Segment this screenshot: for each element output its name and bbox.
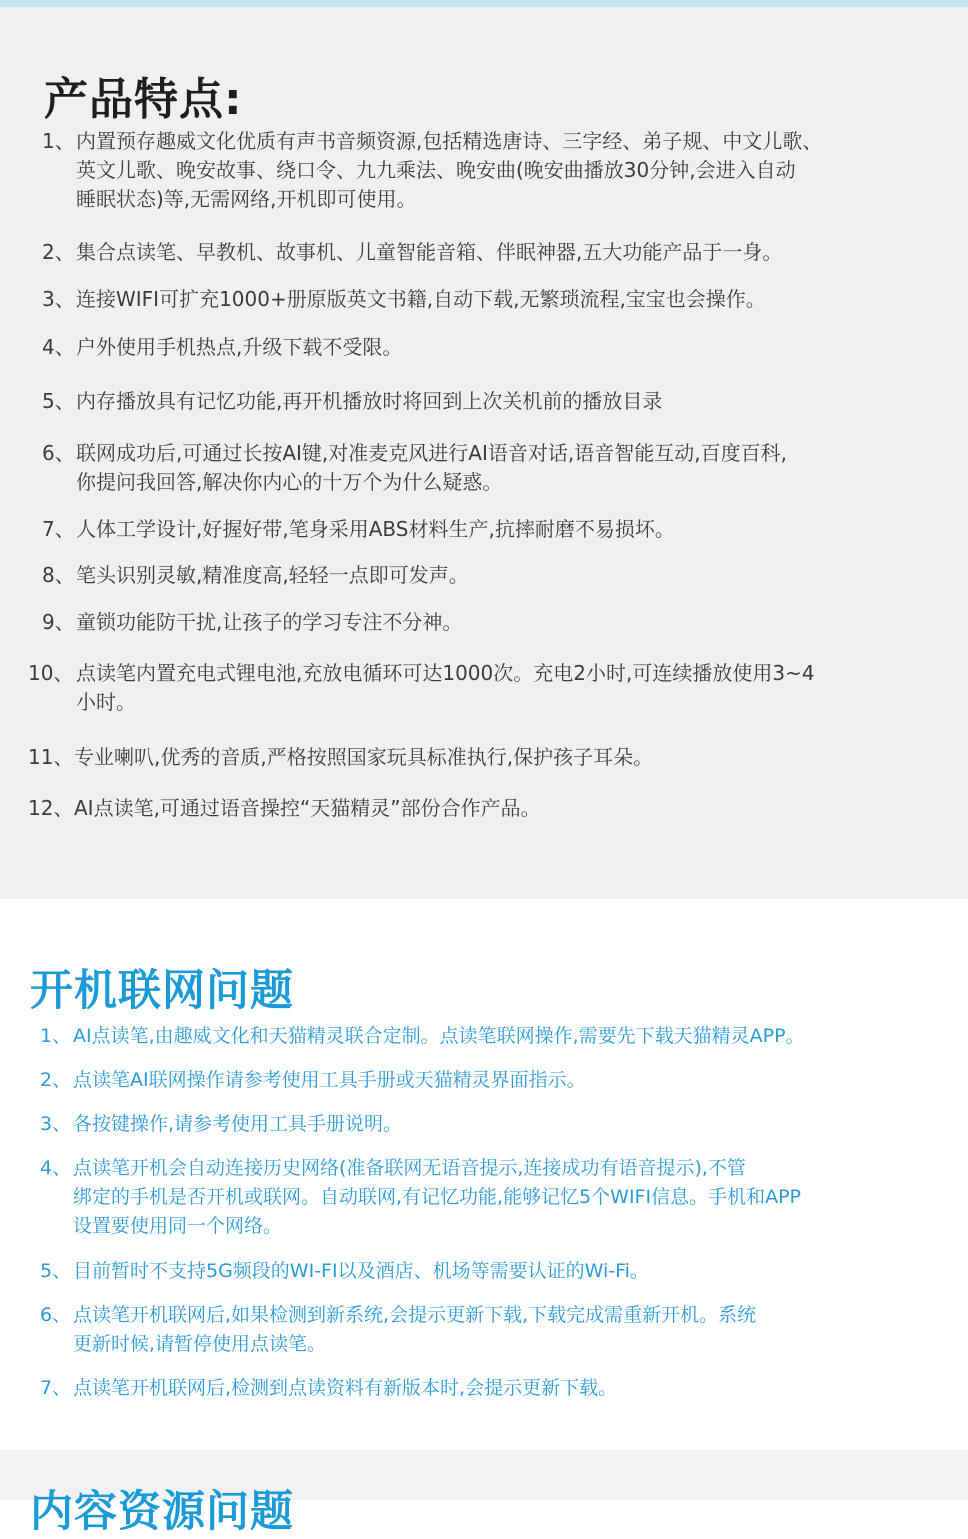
- feature-num: 9、: [42, 610, 75, 634]
- feature-num: 4、: [42, 335, 75, 359]
- feature-num: 11、: [28, 745, 74, 769]
- network-num: 7、: [40, 1377, 72, 1399]
- feature-num: 5、: [42, 389, 75, 413]
- content-resource-title: 内容资源问题: [30, 1487, 294, 1537]
- content-resource-section: [0, 1450, 968, 1537]
- network-text: 目前暂时不支持5G频段的WI-FI以及酒店、机场等需要认证的Wi-Fi。: [73, 1260, 649, 1282]
- network-text: 点读笔开机联网后,检测到点读资料有新版本时,会提示更新下载。: [73, 1377, 618, 1399]
- network-text: 各按键操作,请参考使用工具手册说明。: [73, 1113, 403, 1135]
- network-text: 点读笔开机联网后,如果检测到新系统,会提示更新下载,下载完成需重新开机。系统 更新时候,请暂停使用点读笔。: [73, 1304, 757, 1355]
- network-text: 点读笔AI联网操作请参考使用工具手册或天猫精灵界面指示。: [73, 1069, 586, 1091]
- feature-text: 点读笔内置充电式锂电池,充放电循环可达1000次。充电2小时,可连续播放使用3~4 小时。: [76, 661, 815, 714]
- feature-num: 2、: [42, 240, 75, 264]
- network-num: 5、: [40, 1260, 72, 1282]
- feature-num: 10、: [28, 661, 74, 685]
- feature-text: 连接WIFI可扩充1000+册原版英文书籍,自动下载,无繁琐流程,宝宝也会操作。: [76, 287, 766, 311]
- network-num: 2、: [40, 1069, 72, 1091]
- feature-num: 7、: [42, 517, 75, 541]
- feature-text: 人体工学设计,好握好带,笔身采用ABS材料生产,抗摔耐磨不易损坏。: [76, 517, 675, 541]
- network-num: 3、: [40, 1113, 72, 1135]
- feature-text: 笔头识别灵敏,精准度高,轻轻一点即可发声。: [76, 563, 469, 587]
- feature-num: 8、: [42, 563, 75, 587]
- feature-text: AI点读笔,可通过语音操控“天猫精灵”部份合作产品。: [74, 796, 541, 820]
- network-num: 6、: [40, 1304, 72, 1326]
- feature-text: 内存播放具有记忆功能,再开机播放时将回到上次关机前的播放目录: [76, 389, 663, 413]
- product-features-section: [0, 7, 968, 899]
- network-issues-section: [0, 899, 968, 1450]
- feature-text: 集合点读笔、早教机、故事机、儿童智能音箱、伴眠神器,五大功能产品于一身。: [76, 240, 783, 264]
- feature-text: 内置预存趣威文化优质有声书音频资源,包括精选唐诗、三字经、弟子规、中文儿歌、 英文儿歌、晚安故事、绕口令、九九乘法、晚安曲(晚安曲播放30分钟,会进入自动 睡眠状态)等,无需网络,开机即可使用。: [76, 129, 823, 211]
- feature-num: 1、: [42, 129, 75, 153]
- feature-num: 12、: [28, 796, 74, 820]
- network-text: 点读笔开机会自动连接历史网络(准备联网无语音提示,连接成功有语音提示),不管 绑定的手机是否开机或联网。自动联网,有记忆功能,能够记忆5个WIFI信息。手机和APP 设置要使用同一个网络。: [73, 1157, 802, 1237]
- network-title: 开机联网问题: [30, 966, 294, 1016]
- feature-text: 专业喇叭,优秀的音质,严格按照国家玩具标准执行,保护孩子耳朵。: [74, 745, 654, 769]
- network-text: AI点读笔,由趣威文化和天猫精灵联合定制。点读笔联网操作,需要先下载天猫精灵APP。: [73, 1025, 805, 1047]
- network-num: 1、: [40, 1025, 72, 1047]
- feature-text: 联网成功后,可通过长按AI键,对准麦克风进行AI语音对话,语音智能互动,百度百科, 你提问我回答,解决你内心的十万个为什么疑惑。: [76, 441, 787, 494]
- feature-num: 3、: [42, 287, 75, 311]
- feature-text: 户外使用手机热点,升级下载不受限。: [76, 335, 403, 359]
- feature-num: 6、: [42, 441, 75, 465]
- feature-text: 童锁功能防干扰,让孩子的学习专注不分神。: [76, 610, 463, 634]
- network-num: 4、: [40, 1157, 72, 1179]
- features-title: 产品特点:: [44, 74, 243, 125]
- top-stripe: [0, 0, 968, 7]
